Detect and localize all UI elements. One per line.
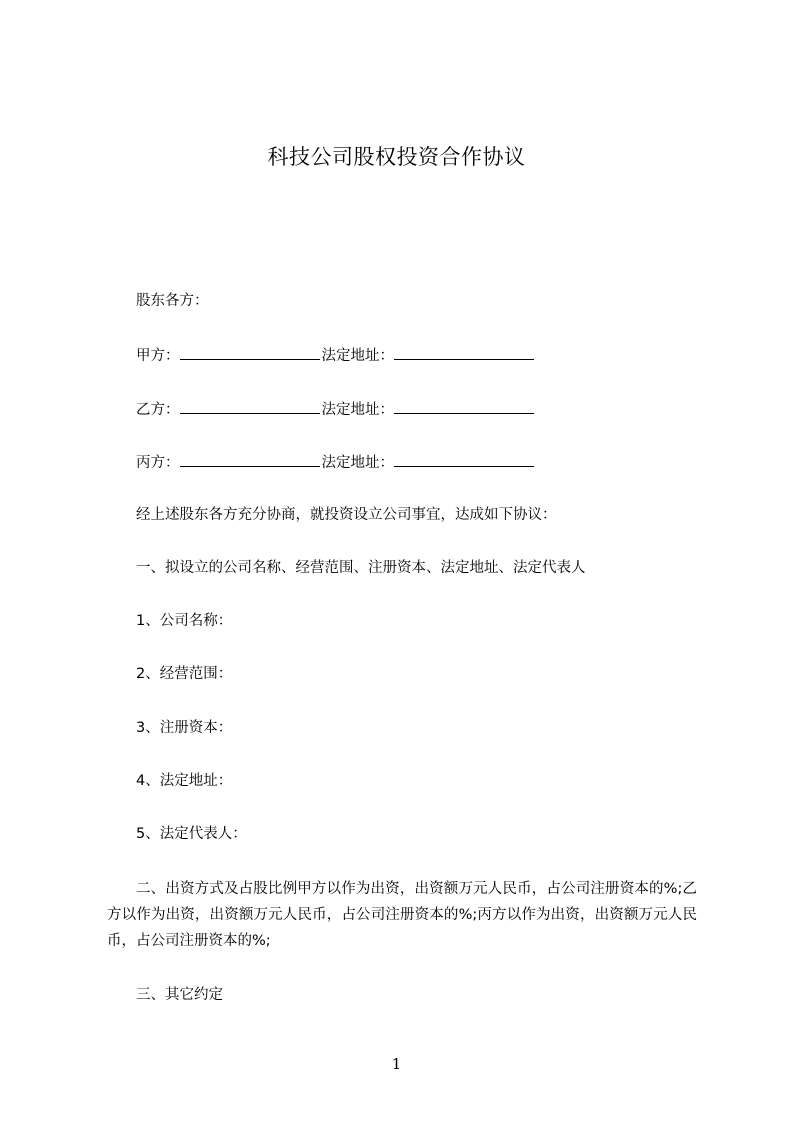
section1-item-business-scope: 2、经营范围： (136, 666, 233, 682)
section1-item-legal-representative: 5、法定代表人： (136, 826, 247, 842)
party-a-address-label: 法定地址： (321, 348, 394, 364)
party-c-name-blank (180, 451, 320, 467)
party-b-address-label: 法定地址： (321, 402, 394, 418)
party-a-name-blank (180, 344, 320, 360)
party-b-name-blank (180, 398, 320, 414)
party-c-label: 丙方： (136, 455, 180, 471)
party-b-address-blank (394, 398, 534, 414)
party-c-address-blank (394, 451, 534, 467)
party-c-line (136, 451, 536, 473)
section1-heading: 一、拟设立的公司名称、经营范围、注册资本、法定地址、法定代表人 (136, 560, 586, 576)
section1-item-company-name: 1、公司名称： (136, 613, 233, 629)
party-a-line (136, 344, 536, 366)
section1-item-legal-address: 4、法定地址： (136, 773, 233, 789)
document-title: 科技公司股权投资合作协议 (267, 145, 526, 169)
section3-heading: 三、其它约定 (136, 987, 223, 1003)
party-a-address-blank (394, 344, 534, 360)
party-b-label: 乙方： (136, 402, 180, 418)
party-c-address-label: 法定地址： (321, 455, 394, 471)
page-number: 1 (391, 1055, 402, 1073)
party-b-line (136, 398, 536, 420)
section2-paragraph: 二、出资方式及占股比例甲方以作为出资，出资额万元人民币，占公司注册资本的%;乙方以作为出资，出资额万元人民币，占公司注册资本的%;丙方以作为出资，出资额万元人民币，占公司注册资本的%; (107, 881, 697, 949)
intro-text: 经上述股东各方充分协商，就投资设立公司事宜，达成如下协议： (136, 507, 557, 523)
party-a-label: 甲方： (136, 348, 180, 364)
shareholders-heading: 股东各方： (136, 293, 209, 309)
section1-item-registered-capital: 3、注册资本： (136, 720, 233, 736)
